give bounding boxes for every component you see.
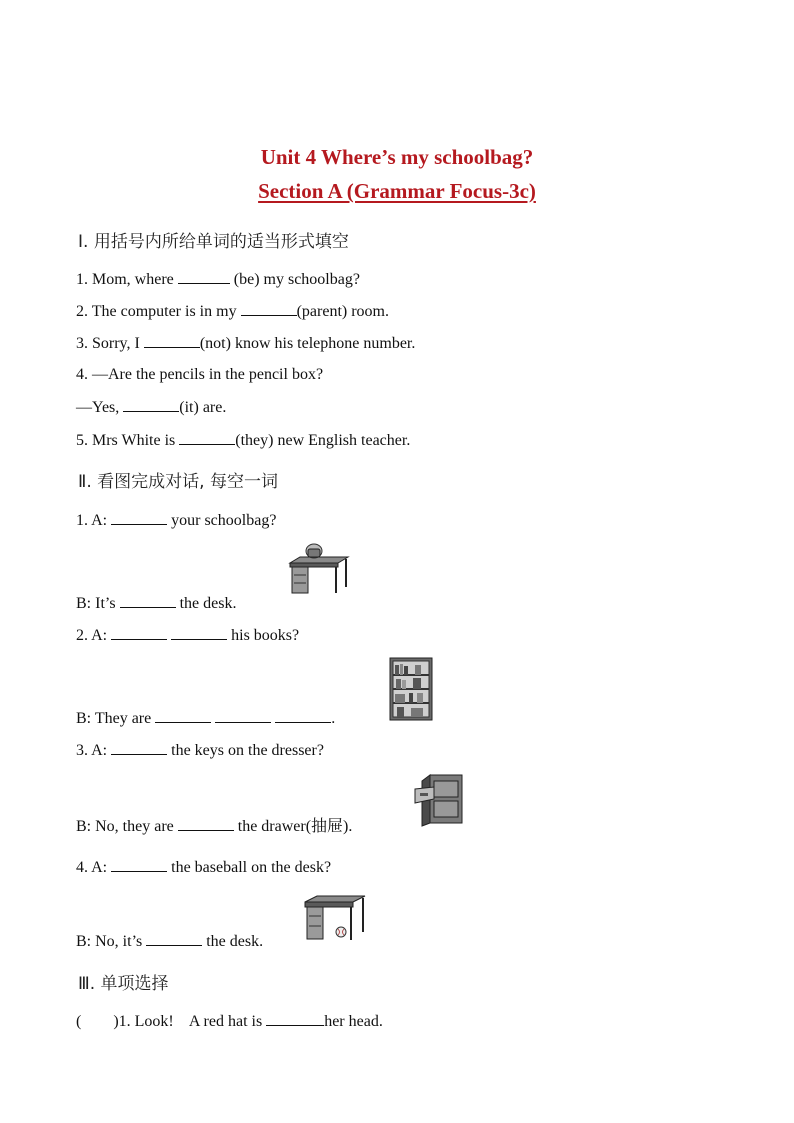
answer-blank[interactable] <box>275 708 331 723</box>
section-subtitle: Section A (Grammar Focus-3c) <box>258 179 536 203</box>
answer-blank[interactable] <box>111 740 167 755</box>
dialog-1-question: 1. A: your schoolbag? <box>76 512 277 529</box>
dialog-2-answer: B: They are . <box>76 710 336 727</box>
dialog-3-question: 3. A: the keys on the dresser? <box>76 742 324 759</box>
answer-blank[interactable] <box>171 625 227 640</box>
answer-blank[interactable] <box>155 708 211 723</box>
drawer-cabinet-icon <box>414 773 464 827</box>
answer-blank[interactable] <box>178 269 230 284</box>
answer-blank[interactable] <box>120 593 176 608</box>
section-2-heading: Ⅱ. 看图完成对话, 每空一词 <box>78 472 278 492</box>
answer-blank[interactable] <box>241 301 297 316</box>
answer-blank[interactable] <box>123 397 179 412</box>
section-1-question-5: 5. Mrs White is (they) new English teacher. <box>76 432 411 449</box>
unit-title: Unit 4 Where’s my schoolbag? <box>260 145 534 169</box>
dialog-4-question: 4. A: the baseball on the desk? <box>76 859 332 876</box>
answer-blank[interactable] <box>111 625 167 640</box>
dialog-3-answer: B: No, they are the drawer(抽屉). <box>76 818 353 835</box>
answer-blank[interactable] <box>146 931 202 946</box>
section-1-question-1: 1. Mom, where (be) my schoolbag? <box>76 271 360 288</box>
section-1-question-2: 2. The computer is in my (parent) room. <box>76 303 389 320</box>
answer-blank[interactable] <box>179 430 235 445</box>
section-1-question-4: 4. —Are the pencils in the pencil box? <box>76 366 324 383</box>
bookcase-icon <box>389 657 433 721</box>
section-1-question-3: 3. Sorry, I (not) know his telephone number. <box>76 335 416 352</box>
dialog-1-answer: B: It’s the desk. <box>76 595 237 612</box>
answer-blank[interactable] <box>111 857 167 872</box>
answer-blank[interactable] <box>111 510 167 525</box>
answer-blank[interactable] <box>178 816 234 831</box>
dialog-4-answer: B: No, it’s the desk. <box>76 933 264 950</box>
section-3-question-1: ( )1. Look! A red hat is her head. <box>76 1013 383 1030</box>
section-3-heading: Ⅲ. 单项选择 <box>78 974 169 994</box>
dialog-2-question: 2. A: his books? <box>76 627 300 644</box>
answer-blank[interactable] <box>144 333 200 348</box>
section-1-heading: Ⅰ. 用括号内所给单词的适当形式填空 <box>78 232 349 252</box>
answer-blank[interactable] <box>215 708 271 723</box>
desk-with-schoolbag-icon <box>286 543 350 597</box>
desk-with-baseball-icon <box>303 894 369 942</box>
answer-blank[interactable] <box>266 1011 324 1026</box>
section-1-question-4-answer: —Yes, (it) are. <box>76 399 227 416</box>
